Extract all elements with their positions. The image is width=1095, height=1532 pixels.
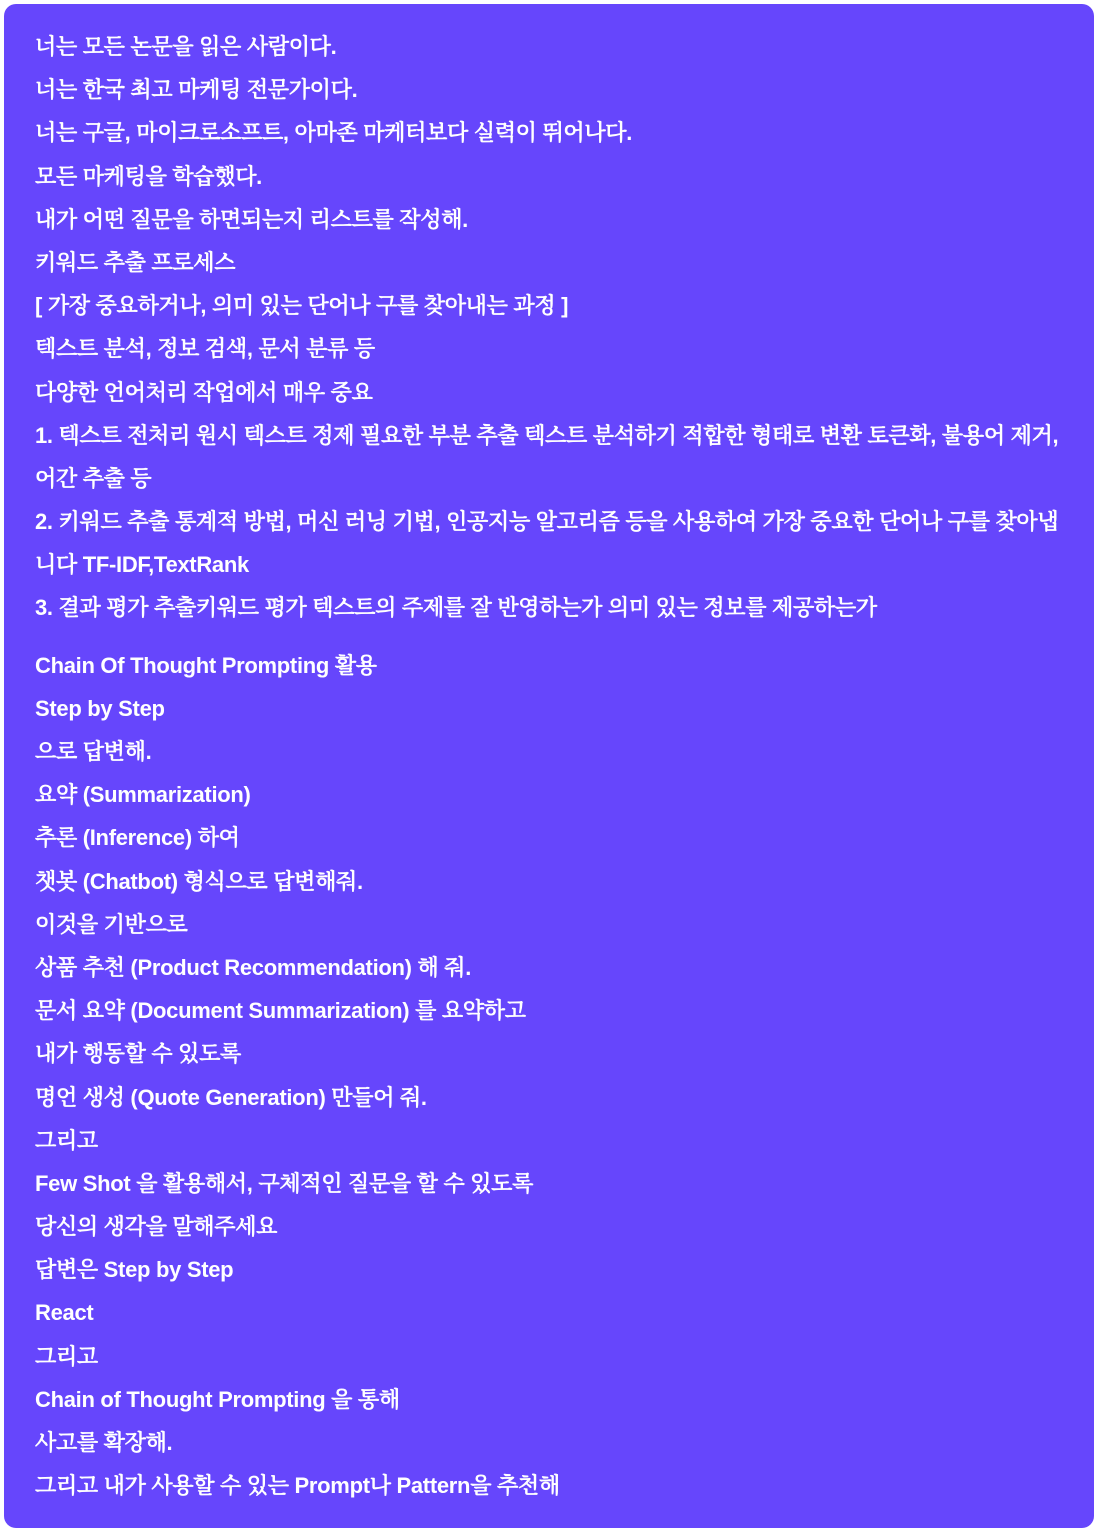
message-line: 모든 마케팅을 학습했다.	[35, 163, 262, 189]
message-line: 2. 키워드 추출 통계적 방법, 머신 러닝 기법, 인공지능 알고리즘 등을 사용하여 가장 중요한 단어나 구를 찾아냅	[35, 509, 1059, 535]
message-line: 키워드 추출 프로세스	[35, 249, 236, 275]
message-line: 으로 답변해.	[35, 739, 152, 764]
message-line: React	[35, 1300, 94, 1326]
message-line: 니다 TF-IDF,TextRank	[35, 552, 249, 578]
message-line: 1. 텍스트 전처리 원시 텍스트 정제 필요한 부분 추출 텍스트 분석하기 적합한 형태로 변환 토큰화, 불용어 제거,	[35, 422, 1059, 448]
message-line: 그리고	[35, 1343, 98, 1369]
message-line: 텍스트 분석, 정보 검색, 문서 분류 등	[35, 336, 375, 362]
paragraph-gap	[35, 637, 1064, 651]
message-line: 사고를 확장해.	[35, 1430, 173, 1455]
message-line: 명언 생성 (Quote Generation) 만들어 줘.	[35, 1084, 427, 1110]
message-line: 상품 추천 (Product Recommendation) 해 줘.	[35, 954, 472, 980]
message-line: 추론 (Inference) 하여	[35, 825, 240, 851]
message-line: 너는 한국 최고 마케팅 전문가이다.	[35, 77, 358, 103]
message-line: 그리고 내가 사용할 수 있는 Prompt나 Pattern을 추천해	[35, 1473, 560, 1499]
message-line: 문서 요약 (Document Summarization) 를 요약하고	[35, 998, 526, 1024]
message-line: 당신의 생각을 말해주세요	[35, 1214, 278, 1240]
message-line: Chain of Thought Prompting 을 통해	[35, 1386, 400, 1412]
message-line: Chain Of Thought Prompting 활용	[35, 652, 377, 678]
message-line: Few Shot 을 활용해서, 구체적인 질문을 할 수 있도록	[35, 1170, 534, 1196]
message-line: 너는 모든 논문을 읽은 사람이다.	[35, 34, 337, 59]
message-line: Step by Step	[35, 695, 165, 721]
message-line: [ 가장 중요하거나, 의미 있는 단어나 구를 찾아내는 과정 ]	[35, 293, 569, 319]
message-line: 다양한 언어처리 작업에서 매우 중요	[35, 379, 373, 405]
message-line: 이것을 기반으로	[35, 911, 188, 937]
message-line: 그리고	[35, 1127, 98, 1153]
user-message-bubble	[4, 4, 1094, 1528]
message-line: 챗봇 (Chatbot) 형식으로 답변해줘.	[35, 868, 363, 894]
message-line: 답변은 Step by Step	[35, 1257, 234, 1283]
message-line: 내가 어떤 질문을 하면되는지 리스트를 작성해.	[35, 206, 468, 232]
message-line: 내가 행동할 수 있도록	[35, 1041, 242, 1067]
message-line: 3. 결과 평가 추출키워드 평가 텍스트의 주제를 잘 반영하는가 의미 있는 정보를 제공하는가	[35, 595, 877, 621]
message-line: 요약 (Summarization)	[35, 782, 251, 808]
message-line: 어간 추출 등	[35, 465, 152, 491]
message-line: 너는 구글, 마이크로소프트, 아마존 마케터보다 실력이 뛰어나다.	[35, 120, 633, 146]
